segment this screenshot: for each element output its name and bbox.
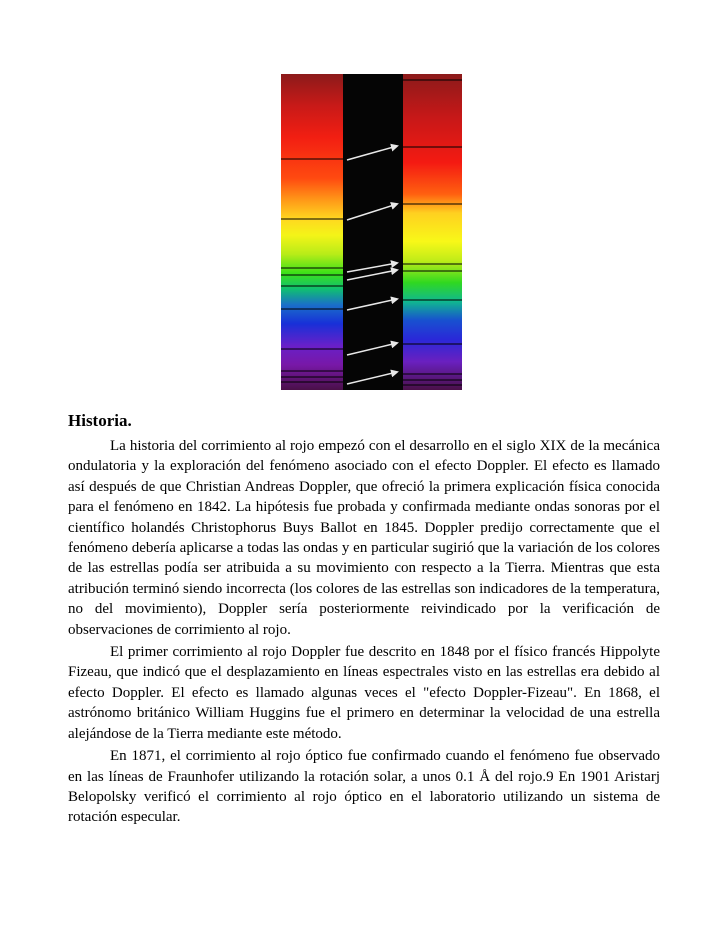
original-spectrum-band <box>281 74 343 390</box>
section-heading: Historia. <box>68 411 132 430</box>
spectrum-image <box>281 74 462 390</box>
center-black-band <box>343 74 403 390</box>
redshift-spectrum-figure <box>281 74 462 390</box>
paragraph: La historia del corrimiento al rojo empezó con el desarrollo en el siglo XIX de la mecánica ondulatoria y la exploración del fenómeno asociado con el efecto Doppler. El efecto es llamado así después de que Christian Andreas Doppler, que ofreció la primera explicación física conocida para el fenómeno en 1842. La hipótesis fue probada y confirmada mediante ondas sonoras por el científico holandés Christophorus Buys Ballot en 1845. Doppler predijo correctamente que el fenómeno debería aplicarse a todas las ondas y en particular sugirió que la variación de los colores de las estrellas podía ser atribuida a su movimiento con respecto a la Tierra. Mientras que esta atribución terminó siendo incorrecta (los colores de las estrellas son indicadores de la temperatura, no del movimiento), Doppler sería posteriormente reivindicado por la verificación de observaciones de corrimiento al rojo. <box>68 438 660 638</box>
paragraph: El primer corrimiento al rojo Doppler fue descrito en 1848 por el físico francés Hippolyte Fizeau, que indicó que el desplazamiento en líneas espectrales visto en las estrellas era debido al efecto Doppler. El efecto es llamado algunas veces el "efecto Doppler-Fizeau". En 1868, el astrónomo británico William Huggins fue el primero en determinar la velocidad de una estrella alejándose de la Tierra mediante este método. <box>68 644 660 742</box>
section-body <box>68 436 660 828</box>
paragraph: En 1871, el corrimiento al rojo óptico fue confirmado cuando el fenómeno fue observado en las líneas de Fraunhofer utilizando la rotación solar, a unos 0.1 Å del rojo.9 En 1901 Aristarj Belopolsky verificó el corrimiento al rojo óptico en el laboratorio utilizando un sistema de rotación especular. <box>68 748 660 826</box>
shifted-spectrum-band <box>403 74 462 390</box>
